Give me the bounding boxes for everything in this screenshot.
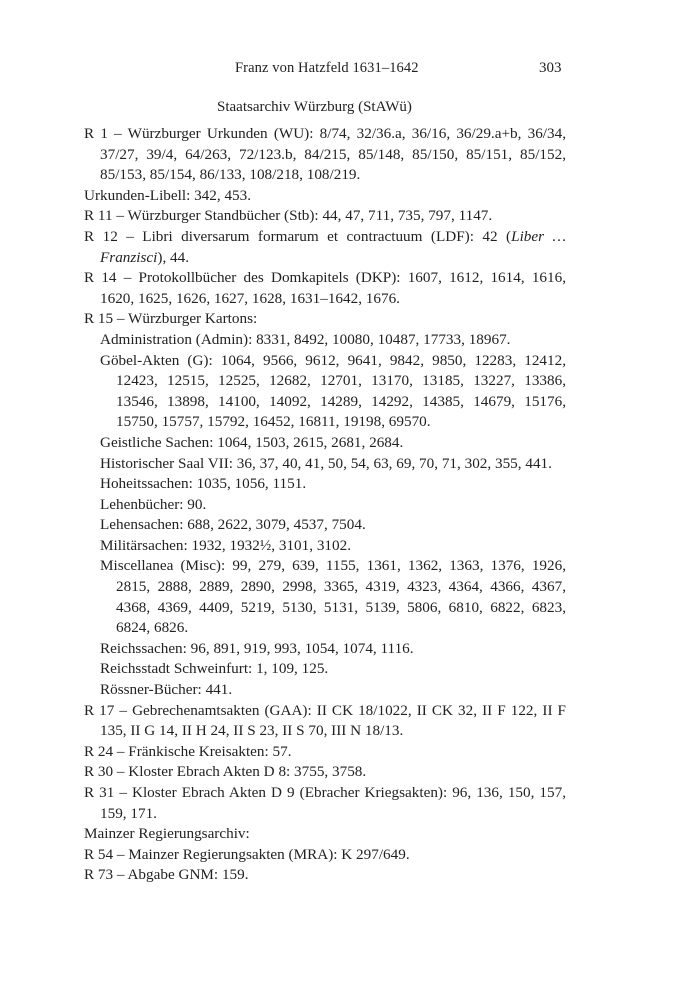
- index-entry: R 15 – Würzburger Kartons:: [84, 310, 258, 328]
- index-subentry: Historischer Saal VII: 36, 37, 40, 41, 50, 54, 63, 69, 70, 71, 302, 355, 441.: [100, 454, 552, 472]
- index-entry: R 14 – Protokollbücher des Domkapitels (DKP): 1607, 1612, 1614, 1616, 1620, 1625, 1626, 1627, 1628, 1631–1642, 1676.: [84, 269, 566, 307]
- index-entry: R 1 – Würzburger Urkunden (WU): 8/74, 32/36.a, 36/16, 36/29.a+b, 36/34, 37/27, 39/4, 64/263, 72/123.b, 84/215, 85/148, 85/150, 85/151, 85/152, 85/153, 85/154, 86/133, 108/218, 108/219.: [84, 125, 566, 184]
- index-entry: Mainzer Regierungsarchiv:: [84, 825, 250, 843]
- index-entry: R 30 – Kloster Ebrach Akten D 8: 3755, 3758.: [84, 763, 367, 781]
- index-entry: R 12 – Libri diversarum formarum et contractuum (LDF): 42 (Liber … Franzisci), 44.: [84, 227, 567, 266]
- index-entry: R 17 – Gebrechenamtsakten (GAA): II CK 18/1022, II CK 32, II F 122, II F 135, II G 14, II H 24, II S 23, II S 70, III N 18/13.: [84, 701, 566, 740]
- index-entry: Urkunden-Libell: 342, 453.: [84, 186, 252, 204]
- index-entry: R 73 – Abgabe GNM: 159.: [84, 866, 249, 884]
- index-entry: R 31 – Kloster Ebrach Akten D 9 (Ebracher Kriegsakten): 96, 136, 150, 157, 159, 171.: [84, 784, 566, 822]
- index-subentry: Rössner-Bücher: 441.: [100, 681, 233, 699]
- index-entry: R 54 – Mainzer Regierungsakten (MRA): K 297/649.: [84, 845, 410, 863]
- index-subentry: Miscellanea (Misc): 99, 279, 639, 1155, 1361, 1362, 1363, 1376, 1926, 2815, 2888, 2889, 2890, 2998, 3365, 4319, 4323, 4364, 4366, 4367, 4368, 4369, 4409, 5219, 5130, 5131, 5139, 5806, 6810, 6822, 6823, 6824, 6826.: [100, 557, 566, 637]
- index-subentry: Göbel-Akten (G): 1064, 9566, 9612, 9641, 9842, 9850, 12283, 12412, 12423, 12515, 12525, 12682, 12701, 13170, 13185, 13227, 13386, 13546, 13898, 14100, 14092, 14289, 14292, 14385, 14679, 15176, 15750, 15757, 15792, 16452, 16811, 19198, 69570.: [100, 351, 566, 431]
- index-subentry: Reichsstadt Schweinfurt: 1, 109, 125.: [100, 660, 329, 678]
- index-subentry: Reichssachen: 96, 891, 919, 993, 1054, 1074, 1116.: [100, 639, 414, 657]
- index-subentry: Lehenbücher: 90.: [100, 495, 207, 513]
- page-number: 303: [539, 60, 562, 76]
- index-subentry: Lehensachen: 688, 2622, 3079, 4537, 7504.: [100, 516, 366, 534]
- italic-title: Liber … Franzisci: [100, 227, 567, 266]
- index-subentry: Geistliche Sachen: 1064, 1503, 2615, 2681, 2684.: [100, 433, 404, 451]
- running-title: Franz von Hatzfeld 1631–1642: [235, 60, 419, 76]
- index-entry: R 11 – Würzburger Standbücher (Stb): 44, 47, 711, 735, 797, 1147.: [84, 207, 493, 225]
- section-heading: Staatsarchiv Würzburg (StAWü): [217, 99, 412, 115]
- index-entries: [84, 124, 566, 886]
- index-subentry: Hoheitssachen: 1035, 1056, 1151.: [100, 475, 307, 493]
- index-entry: R 24 – Fränkische Kreisakten: 57.: [84, 742, 292, 760]
- index-subentry: Militärsachen: 1932, 1932½, 3101, 3102.: [100, 536, 351, 554]
- index-subentry: Administration (Admin): 8331, 8492, 10080, 10487, 17733, 18967.: [100, 330, 511, 348]
